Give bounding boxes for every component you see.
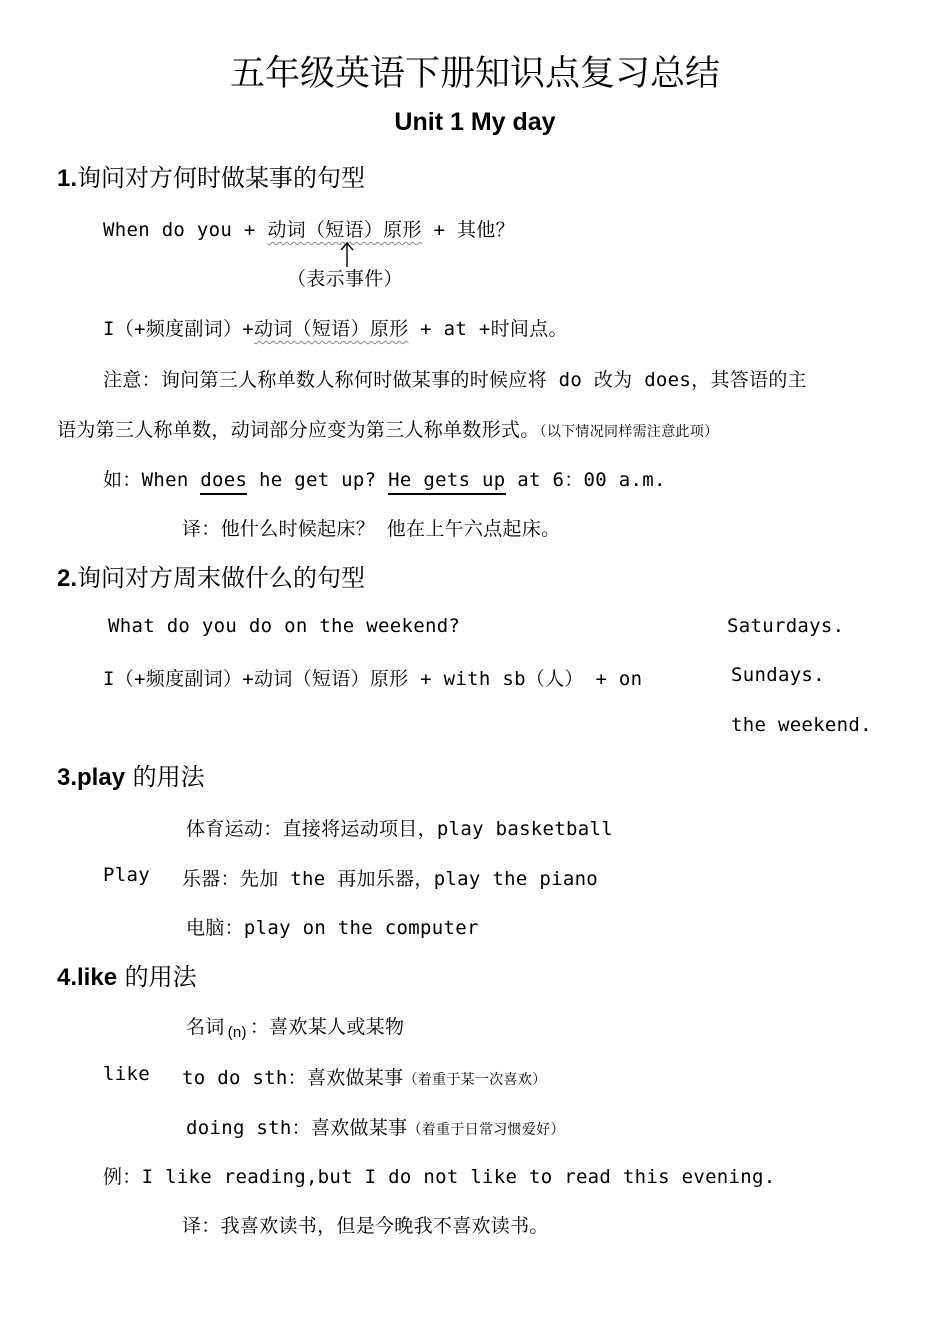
note-line-1: 注意：询问第三人称单数人称何时做某事的时候应将 do 改为 does，其答语的主 xyxy=(103,369,807,391)
section-3-heading xyxy=(57,757,205,792)
section-2-heading xyxy=(57,558,365,593)
s1-example xyxy=(103,465,666,492)
note-line-2 xyxy=(57,415,718,442)
unit-heading: Unit 1 My day xyxy=(394,108,556,136)
s4-translation: 译：我喜欢读书，但是今晚我不喜欢读书。 xyxy=(182,1215,549,1237)
example-text: he get up? xyxy=(247,469,389,491)
s2-answer-pattern: I（+频度副词）+动词（短语）原形 + with sb（人） + on xyxy=(103,668,643,690)
like-doing-text: doing sth：喜欢做某事 xyxy=(186,1117,408,1139)
like-to-do-note: （着重于某一次喜欢） xyxy=(403,1072,547,1088)
section-title: 的用法 xyxy=(117,963,197,991)
document-title: 五年级英语下册知识点复习总结 xyxy=(229,54,720,94)
like-noun xyxy=(186,1012,404,1039)
a-prefix: I（+频度副词）+ xyxy=(103,318,255,340)
s2-option-sundays: Sundays. xyxy=(731,664,825,686)
noun-abbrev: (n) xyxy=(227,1024,247,1041)
section-number: 2. xyxy=(57,565,78,592)
play-instruments: 乐器：先加 the 再加乐器，play the piano xyxy=(182,868,599,890)
like-noun-text: 名词 xyxy=(186,1016,225,1038)
note-text: 语为第三人称单数，动词部分应变为第三人称单数形式。 xyxy=(57,419,540,441)
section-number: 1. xyxy=(57,165,78,192)
section-number: 3.play xyxy=(57,764,126,791)
section-title: 的用法 xyxy=(125,763,205,791)
like-doing xyxy=(186,1113,565,1140)
q-suffix: + 其他？ xyxy=(421,219,515,241)
s1-answer-pattern xyxy=(103,314,568,341)
section-4-heading xyxy=(57,957,197,992)
underlined-gets-up: He gets up xyxy=(388,469,505,495)
example-text: 如：When xyxy=(103,469,201,491)
like-to-do-text: to do sth：喜欢做某事 xyxy=(182,1067,404,1089)
s4-example: 例：I like reading,but I do not like to read this evening. xyxy=(103,1166,776,1188)
a-verb: 动词（短语）原形 xyxy=(254,318,409,340)
arrow-note: （表示事件） xyxy=(287,268,403,290)
like-doing-note: （着重于日常习惯爱好） xyxy=(407,1122,565,1138)
note-small: （以下情况同样需注意此项） xyxy=(539,424,719,440)
q-verb: 动词（短语）原形 xyxy=(267,219,422,241)
like-noun-meaning: ：喜欢某人或某物 xyxy=(249,1016,405,1038)
s2-question: What do you do on the weekend? xyxy=(108,615,461,637)
s1-question-pattern xyxy=(103,215,515,242)
example-text: at 6：00 a.m. xyxy=(505,469,666,491)
s1-translation: 译：他什么时候起床？ 他在上午六点起床。 xyxy=(182,518,561,540)
underlined-does: does xyxy=(200,469,247,495)
like-to-do xyxy=(182,1063,546,1090)
play-sports: 体育运动：直接将运动项目，play basketball xyxy=(186,818,613,840)
like-label: like xyxy=(103,1063,150,1085)
section-1-heading xyxy=(57,158,365,193)
q-prefix: When do you + xyxy=(103,219,268,241)
play-computer: 电脑：play on the computer xyxy=(186,917,479,939)
play-label: Play xyxy=(103,864,150,886)
s2-option-saturdays: Saturdays. xyxy=(727,615,845,637)
a-suffix: + at +时间点。 xyxy=(408,318,568,340)
section-title: 询问对方周末做什么的句型 xyxy=(77,564,366,592)
s2-option-weekend: the weekend. xyxy=(731,714,872,736)
section-number: 4.like xyxy=(57,964,118,991)
section-title: 询问对方何时做某事的句型 xyxy=(77,164,366,192)
